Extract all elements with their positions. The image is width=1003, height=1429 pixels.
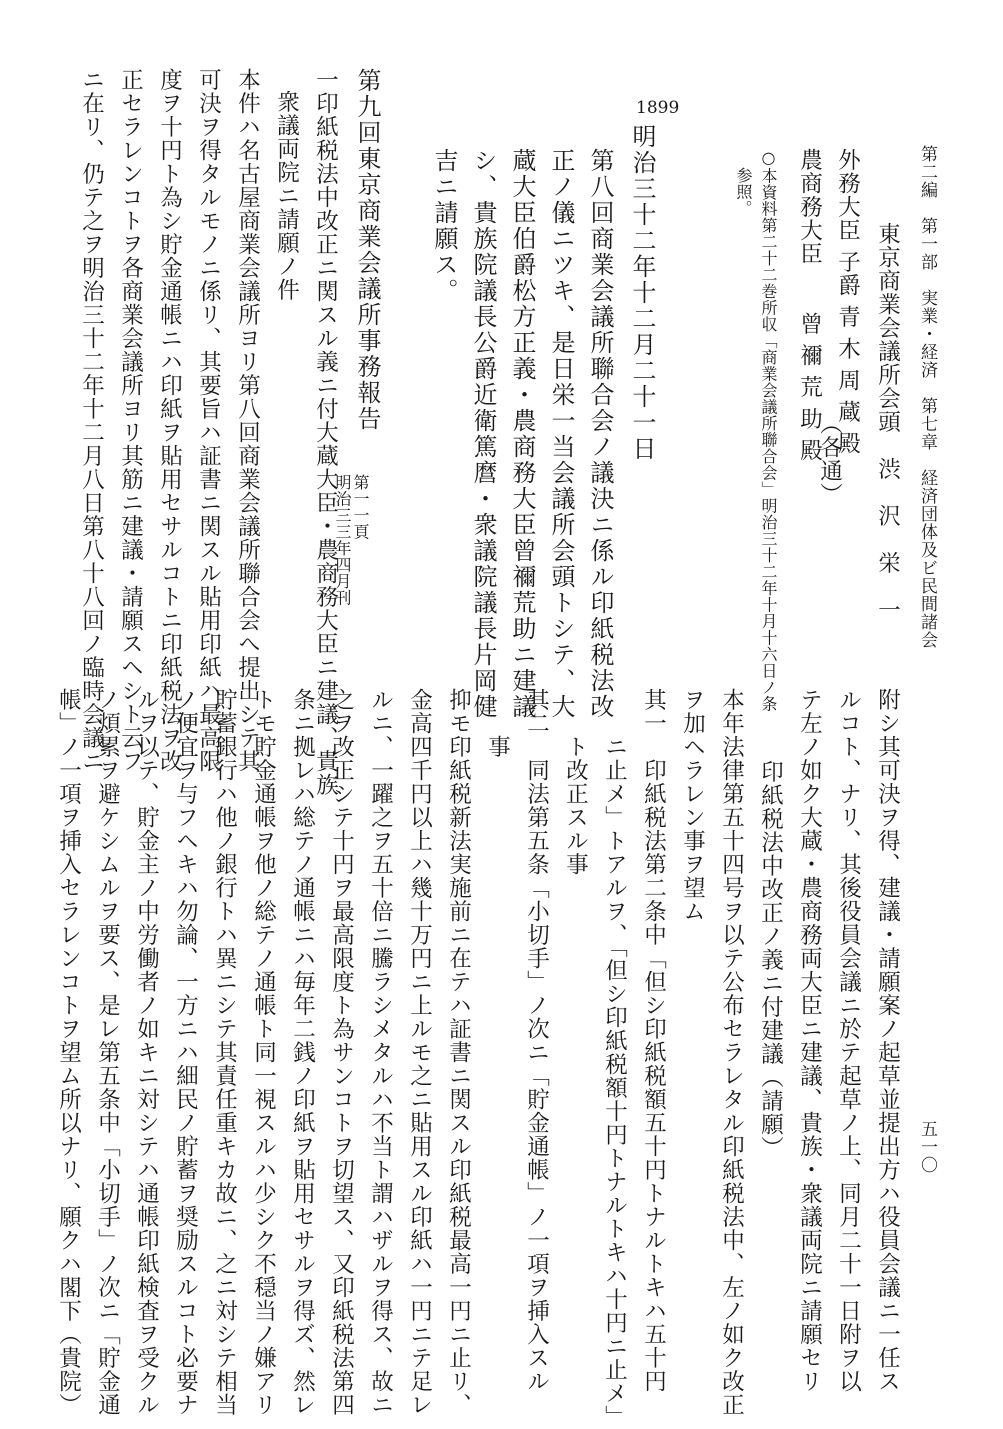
entry-line-4: シ、貴族院議長公爵近衛篤麿・衆議院議長片岡健 (469, 148, 497, 720)
lower-body-line-7: 貯蓄銀行ハ他ノ銀行トハ異ニシテ其責任重キカ故ニ、之ニ対シテ相当 (211, 688, 238, 1417)
entry-date: 明治三十二年十二月二十一日 (628, 124, 656, 462)
upper-body-line-1: 一印紙税法中改正ニ関スル義ニ付大蔵大臣・農商務大臣ニ建議、貴族 (312, 68, 339, 797)
source-ref-date: 明治三三年四月刊 (333, 474, 352, 606)
para1-line-2: ヲ加ヘラレン事ヲ望ム (679, 688, 706, 923)
item2-line-2: 事 (484, 735, 511, 759)
lower-body-line-8: ノ便宜ヲ与フヘキハ勿論、一方ニハ細民ノ貯蓄ヲ奨励スルコト必要ナ (172, 688, 199, 1417)
lower-body-line-1: 抑モ印紙税新法実施前ニ在テハ証書ニ関スル印紙税最高一円ニ止リ、 (445, 688, 472, 1417)
recipient-line-2-title: 農商務大臣 (796, 148, 823, 266)
editor-note-line-1: ○本資料第二十二巻所収「商業会議所聯合会」明治三十二年十月十六日ノ条 (759, 148, 778, 712)
page-number: 五一〇 (917, 1120, 937, 1174)
upper-body-line-5: 度ヲ十円ト為シ貯金通帳ニハ印紙ヲ貼用セサルコトニ印紙税法ヲ改 (156, 68, 183, 773)
editor-note-line-2: 参照。 (734, 167, 753, 217)
entry-line-3: 蔵大臣伯爵松方正義・農商務大臣曾禰荒助ニ建議 (508, 148, 536, 720)
upper-body-line-7: ニ在リ、仍テ之ヲ明治三十二年十二月八日第八十八回ノ臨時会議ニ (78, 68, 105, 773)
item1-line-2: ニ止メ」トアルヲ、「但シ印紙税額十円トナルトキハ十円ニ止メ」 (601, 735, 628, 1429)
upper-body-line-3: 本件ハ名古屋商業会議所ヨリ第八回商業会議所聯合会へ提出シテ其 (234, 68, 261, 773)
lower-body-line-4: 之ヲ改正シテ十円ヲ最高限度ト為サンコトヲ切望ス、又印紙税法第四 (328, 688, 355, 1417)
upper-body-line-4: 可決ヲ得タルモノニ係リ、其要旨ハ証書ニ関スル貼用印紙ハ最高限 (195, 68, 222, 773)
item2-line-1: 其二 同法第五条「小切手」ノ次ニ「貯金通帳」ノ一項ヲ挿入スル (523, 688, 550, 1393)
lower-body-line-2: 金高四千円以上ハ幾十万円ニ上ルモ之ニ貼用スル印紙ハ一円ニテ足レ (406, 688, 433, 1417)
recipient-line-1: 外務大臣 子爵 青 木 周 蔵 殿 (834, 148, 861, 456)
upper-body-line-6: 正セラレンコトヲ各商業会議所ヨリ其筋ニ建議・請願スヘシト云フ (117, 68, 144, 773)
item1-line-3: ト改正スル事 (562, 735, 589, 876)
lower-body-line-5: 条ニ拠レハ総テノ通帳ニハ毎年二銭ノ印紙ヲ貼用セサルヲ得ズ、然レ (289, 688, 316, 1417)
lower-body-line-11: 帳」ノ一項ヲ挿入セラレンコトヲ望ム所以ナリ、願クハ閣下（貴院） (55, 688, 82, 1417)
source-ref-page: 第一一頁 (351, 474, 370, 540)
sender-line: 東京商業会議所会頭 渋 沢 栄 一 (874, 222, 901, 622)
lower-intro-line-3: テ左ノ如ク大蔵・農商務両大臣ニ建議、貴族・衆議両院ニ請願セリ (796, 688, 823, 1393)
entry-line-5: 吉ニ請願ス。 (430, 148, 458, 304)
item1-line-1: 其一 印紙税法第二条中「但シ印紙税額五十円トナルトキハ五十円 (640, 688, 667, 1393)
each-addressee-note: （各通） (816, 412, 843, 506)
entry-line-1: 第八回商業会議所聯合会ノ議決ニ係ル印紙税法改 (586, 148, 614, 720)
recipient-line-2-name: 曾 禰 荒 助 殿 (796, 312, 823, 463)
lower-body-line-10: ノ煩累ヲ避ケシムルヲ要ス、是レ第五条中「小切手」ノ次ニ「貯金通 (94, 688, 121, 1417)
proposal-heading: 印紙税法中改正ノ義ニ付建議（請願） (757, 760, 784, 1160)
entry-line-2: 正ノ儀ニツキ、是日栄一当会議所会頭トシテ、大 (547, 148, 575, 720)
source-title: 第九回東京商業会議所事務報告 (353, 68, 381, 432)
lower-body-line-3: ルニ、一躍之ヲ五十倍ニ騰ラシメタルハ不当ト謂ハザルヲ得ス、故ニ (367, 688, 394, 1417)
upper-body-line-2: 衆議両院ニ請願ノ件 (273, 90, 300, 302)
para1-line-1: 本年法律第五十四号ヲ以テ公布セラレタル印紙税法中、左ノ如ク改正 (718, 688, 745, 1417)
lower-intro-line-1: 附シ其可決ヲ得、建議・請願案ノ起草並提出方ハ役員会議ニ一任ス (874, 688, 901, 1393)
lower-body-line-6: トモ貯金通帳ヲ他ノ総テノ通帳ト同一視スルハ少シク不穏当ノ嫌アリ (250, 688, 277, 1417)
year-mark: 1899 (636, 98, 680, 118)
lower-body-line-9: ルヲ以テ、貯金主ノ中労働者ノ如キニ対シテハ通帳印紙検査ヲ受クル (133, 688, 160, 1417)
running-head: 第二編 第一部 実業・経済 第七章 経済団体及ビ民間諸会 (917, 145, 937, 649)
lower-intro-line-2: ルコト、ナリ、其後役員会議ニ於テ起草ノ上、同月二十一日附ヲ以 (835, 688, 862, 1393)
